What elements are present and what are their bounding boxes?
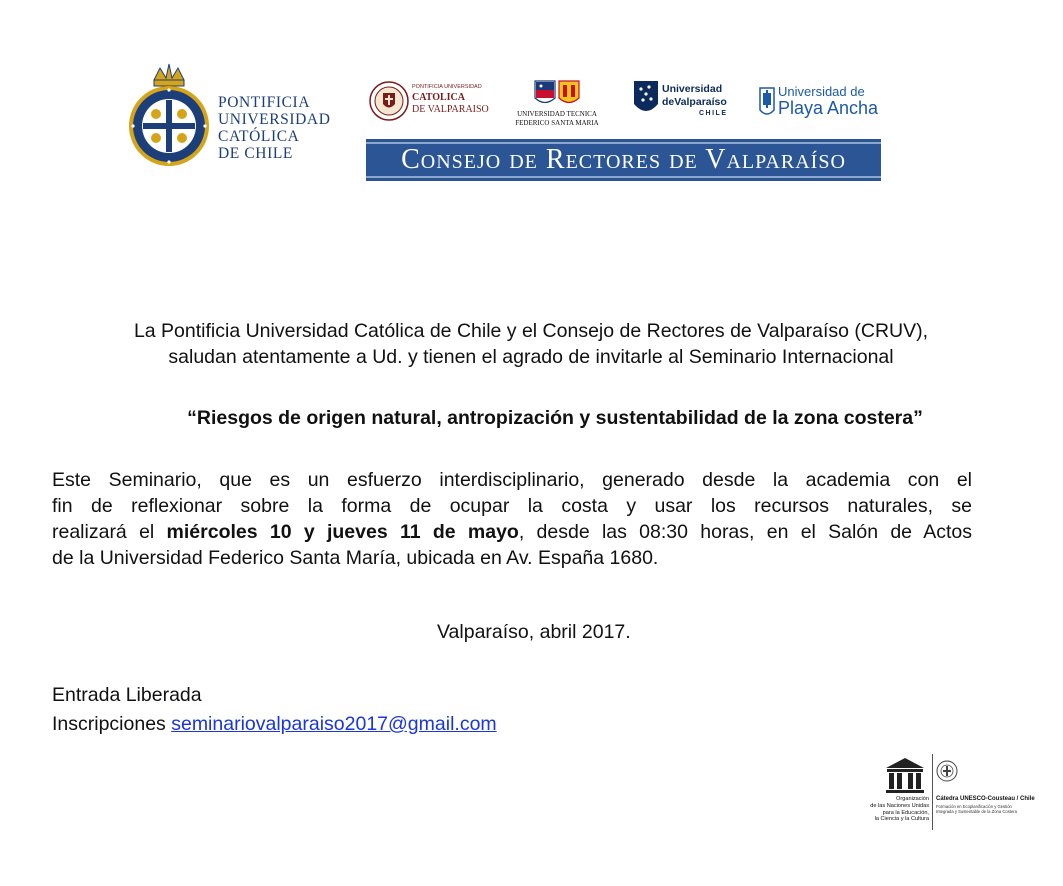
cruv-banner [366,139,881,181]
registration-email-link[interactable]: seminariovalparaiso2017@gmail.com [171,713,497,735]
utfsm-shield-icon [533,80,581,108]
pucv-logo [368,80,489,124]
pucv-seal-icon [368,80,410,122]
intro-line-2: saludan atentamente a Ud. y tienen el agrado de invitarle al Seminario Internacional [168,346,894,368]
inscripciones-label: Inscripciones [52,713,172,735]
unesco-org-line-4: la Ciencia y la Cultura [874,816,929,823]
puc-line-1: PONTIFICIA [218,94,311,111]
body-line-3 [52,519,972,545]
unesco-org-line-2: de las Naciones Unidas [870,802,929,809]
pucv-line-2: CATOLICA [412,92,465,103]
unesco-org-line-1: Organización [896,796,929,802]
upla-line-2: Playa Ancha [778,98,879,118]
inscripciones [52,713,497,736]
utfsm-logo [505,80,609,128]
uv-shield-icon [633,80,659,118]
body-line-2: fin de reflexionar sobre la forma de ocupar la costa y usar los recursos naturales, se [52,495,972,517]
uv-line-3: CHILE [699,110,728,117]
uv-line-2: deValparaíso [662,96,727,108]
cruv-banner-title: Consejo de Rectores de Valparaíso [401,144,846,175]
puc-line-4: DE CHILE [218,145,293,162]
uv-logo [633,80,733,124]
catedra-subtitle [936,804,1017,814]
utfsm-line-2: FEDERICO SANTA MARIA [515,119,599,127]
body-line-1: Este Seminario, que es un esfuerzo interdisciplinario, generado desde la academia con el [52,469,972,491]
pucv-line-1: PONTIFICIA UNIVERSIDAD [412,84,482,90]
uv-line-1: Universidad [662,83,723,95]
seminar-title: “Riesgos de origen natural, antropización y sustentabilidad de la zona costera” [187,407,923,429]
place-date: Valparaíso, abril 2017. [437,621,631,643]
event-dates: miércoles 10 y jueves 11 de mayo [166,521,519,543]
upla-line-1: Universidad de [778,84,865,99]
invitation-intro [40,318,1022,370]
puc-line-2: UNIVERSIDAD [218,111,331,128]
pucv-line-3: DE VALPARAISO [412,104,489,115]
catedra-name: Cátedra UNESCO-Cousteau / Chile [936,796,1035,802]
body-line-4: de la Universidad Federico Santa María, ubicada en Av. España 1680. [52,547,659,569]
banner-bottom-rule [366,176,881,178]
catedra-sub-line-1: Formación en Ecoplanificación y Gestión [936,804,1012,809]
unesco-divider [932,754,933,830]
unesco-temple-icon [884,756,926,796]
unesco-org-name [862,796,929,823]
upla-logo [758,84,882,124]
body-line-3-post: , desde las 08:30 horas, en el Salón de Actos [518,521,972,543]
unesco-logo-block [862,752,1042,832]
puc-line-3: CATÓLICA [218,128,300,145]
intro-line-1: La Pontificia Universidad Católica de Chile y el Consejo de Rectores de Valparaíso (CRUV), [133,320,929,342]
catedra-seal-icon [936,758,958,784]
seminar-description [52,467,972,571]
body-line-3-pre: realizará el [52,521,167,543]
utfsm-line-1: UNIVERSIDAD TECNICA [517,110,597,118]
puc-wordmark [218,94,331,162]
unesco-org-line-3: para la Educación, [882,809,929,816]
entrada-liberada: Entrada Liberada [52,684,202,706]
catedra-sub-line-2: Integrada y Sustentable de la Zona Costera [936,809,1018,814]
upla-shield-icon [758,86,776,120]
puc-crest-logo [124,60,214,170]
